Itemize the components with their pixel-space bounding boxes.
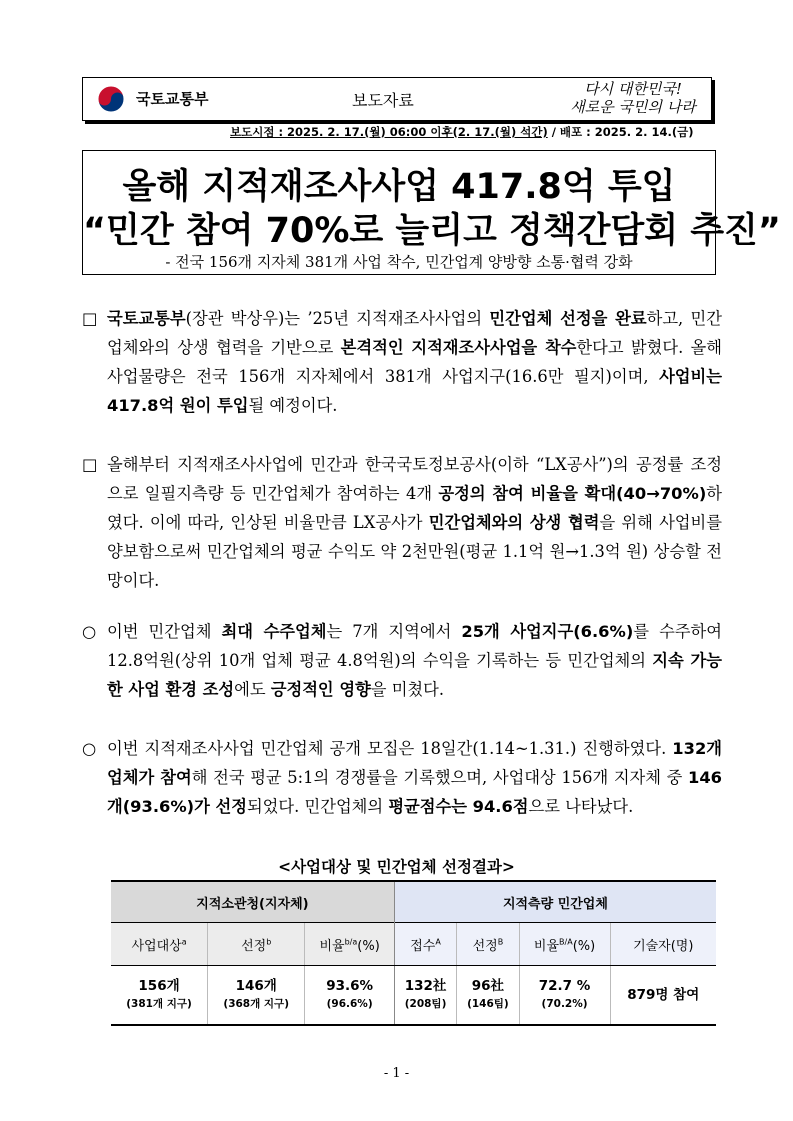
document-type: 보도자료 — [352, 91, 414, 110]
column-label: 기술자(명) — [633, 938, 694, 954]
selection-results-table — [111, 880, 716, 1026]
table-caption: <사업대상 및 민간업체 선정결과> — [278, 857, 515, 876]
paragraph-1 — [82, 304, 722, 420]
paragraph-body — [107, 617, 722, 704]
cell-value: 132社 — [404, 978, 447, 994]
emphasis-text: 146개(93.6%)가 선정 — [107, 768, 722, 816]
table-cell — [519, 966, 610, 1026]
cell-subvalue: (381개 지구) — [126, 998, 192, 1010]
title-box — [82, 150, 781, 275]
subtitle: - 전국 156개 지자체 381개 사업 착수, 민간업계 양방향 소통·협력 강화 — [165, 253, 633, 271]
cell-value: 879명 참여 — [627, 987, 700, 1003]
headline-line-2: “민간 참여 70%로 늘리고 정책간담회 추진” — [83, 211, 781, 251]
emphasis-text: 132개 업체가 참여 — [107, 739, 722, 787]
body-text: 하였다. 이에 따라, 인상된 비율만큼 LX공사가 — [107, 484, 722, 532]
page-number: - 1 - — [383, 1066, 410, 1081]
body-text: 해 전국 평균 5:1의 경쟁률을 기록했으며, 사업대상 156개 지자체 중 — [191, 768, 688, 787]
paragraph-body — [107, 304, 722, 420]
emphasis-text: 민간업체와의 상생 협력 — [428, 513, 600, 532]
column-suffix: (%) — [357, 938, 380, 954]
column-superscript: b — [266, 937, 272, 947]
column-label: 선정 — [472, 938, 498, 954]
column-label: 접수 — [410, 938, 436, 954]
table-cell — [208, 966, 305, 1026]
ministry-name: 국토교통부 — [136, 90, 209, 108]
slogan-line-2: 새로운 국민의 나라 — [570, 98, 696, 116]
paragraph-2 — [82, 450, 722, 595]
group-header-private-survey-firms: 지적측량 민간업체 — [394, 881, 716, 923]
paragraph-marker: □ — [82, 309, 98, 328]
column-superscript: B — [497, 937, 504, 947]
emphasis-text: 국토교통부 — [107, 309, 186, 328]
column-header — [610, 923, 716, 966]
table-cell — [111, 966, 208, 1026]
column-superscript: b/a — [344, 937, 358, 947]
column-superscript: A — [435, 937, 441, 947]
table-cell — [305, 966, 395, 1026]
column-label: 비율 — [319, 938, 345, 954]
paragraph-body — [107, 450, 722, 595]
release-time: 보도시점 : 2025. 2. 17.(월) 06:00 이후(2. 17.(월) 석간) — [230, 125, 548, 139]
slogan — [558, 80, 708, 116]
body-text: (장관 박상우)는 ’25년 지적재조사사업의 — [185, 309, 490, 328]
cell-subvalue: (70.2%) — [541, 998, 588, 1010]
body-text: 이번 민간업체 — [107, 622, 222, 641]
release-info — [230, 124, 694, 140]
table-row — [111, 966, 716, 1026]
body-text: 되었다. 민간업체의 — [246, 797, 389, 816]
cell-value: 93.6% — [326, 978, 374, 994]
body-text: 를 수주하여 12.8억원(상위 10개 업체 평균 4.8억원)의 수익을 기록하는 등 민간업체의 — [107, 622, 722, 670]
group-header-local-government: 지적소관청(지자체) — [111, 881, 394, 923]
column-header — [305, 923, 395, 966]
table-cell — [610, 966, 716, 1026]
cell-value: 72.7 % — [538, 978, 591, 994]
emphasis-text: 긍정적인 영향 — [270, 680, 371, 699]
cell-value: 156개 — [138, 978, 180, 994]
body-text: 한다고 밝혔다. 올해 사업물량은 전국 156개 지자체에서 381개 사업지구(16.6만 필지)이며, — [107, 338, 722, 386]
government-emblem-icon — [96, 84, 126, 114]
cell-subvalue: (96.6%) — [326, 998, 373, 1010]
slogan-line-1: 다시 대한민국! — [584, 80, 682, 98]
emphasis-text: 최대 수주업체 — [221, 622, 327, 641]
body-text: 에도 — [234, 680, 271, 699]
paragraph-marker: ○ — [82, 622, 97, 641]
body-text: 을 미쳤다. — [370, 680, 445, 699]
cell-value: 96社 — [471, 978, 505, 994]
column-superscript: B/A — [559, 937, 573, 947]
column-header — [111, 923, 208, 966]
body-text: 으로 나타났다. — [528, 797, 634, 816]
emphasis-text: 25개 사업지구(6.6%) — [461, 622, 634, 641]
emphasis-text: 평균점수는 94.6점 — [388, 797, 529, 816]
headline-line-1: 올해 지적재조사사업 417.8억 투입 — [122, 167, 676, 207]
cell-subvalue: (368개 지구) — [223, 998, 289, 1010]
column-label: 비율 — [533, 938, 560, 954]
cell-subvalue: (146팀) — [467, 998, 509, 1010]
body-text: 될 예정이다. — [248, 396, 338, 415]
body-text: 는 7개 지역에서 — [326, 622, 462, 641]
cell-subvalue: (208팀) — [404, 998, 447, 1010]
column-header — [519, 923, 610, 966]
distribution-date: / 배포 : 2025. 2. 14.(금) — [547, 125, 694, 139]
column-header — [394, 923, 456, 966]
cell-value: 146개 — [235, 978, 277, 994]
column-header — [457, 923, 519, 966]
paragraph-3 — [82, 617, 722, 704]
emphasis-text: 지속 가능한 사업 환경 조성 — [107, 651, 722, 699]
column-header-row — [111, 923, 716, 966]
paragraph-body — [107, 734, 722, 821]
column-label: 선정 — [241, 938, 267, 954]
column-superscript: a — [181, 937, 187, 947]
body-text: 올해부터 지적재조사사업에 민간과 한국국토정보공사(이하 “LX공사”)의 공정률 조정으로 일필지측량 등 민간업체가 참여하는 4개 — [107, 455, 722, 503]
body-text: 이번 지적재조사사업 민간업체 공개 모집은 18일간(1.14~1.31.) 진행하였다. — [107, 739, 673, 758]
emphasis-text: 본격적인 지적재조사사업을 착수 — [340, 338, 577, 357]
body-text: 을 위해 사업비를 양보함으로써 민간업체의 평균 수익도 약 2천만원(평균 1.1억 원→1.3억 원) 상승할 전망이다. — [107, 513, 722, 590]
emphasis-text: 민간업체 선정을 완료 — [489, 309, 647, 328]
column-header — [208, 923, 305, 966]
column-label: 사업대상 — [131, 938, 182, 954]
paragraph-marker: ○ — [82, 739, 97, 758]
paragraph-marker: □ — [82, 455, 98, 474]
table-cell — [394, 966, 456, 1026]
table-cell — [457, 966, 519, 1026]
column-suffix: (%) — [572, 938, 596, 954]
emphasis-text: 사업비는 417.8억 원이 투입 — [107, 367, 722, 415]
emphasis-text: 공정의 참여 비율을 확대(40→70%) — [438, 484, 707, 503]
body-text: 하고, 민간업체와의 상생 협력을 기반으로 — [107, 309, 722, 357]
paragraph-4 — [82, 734, 722, 821]
